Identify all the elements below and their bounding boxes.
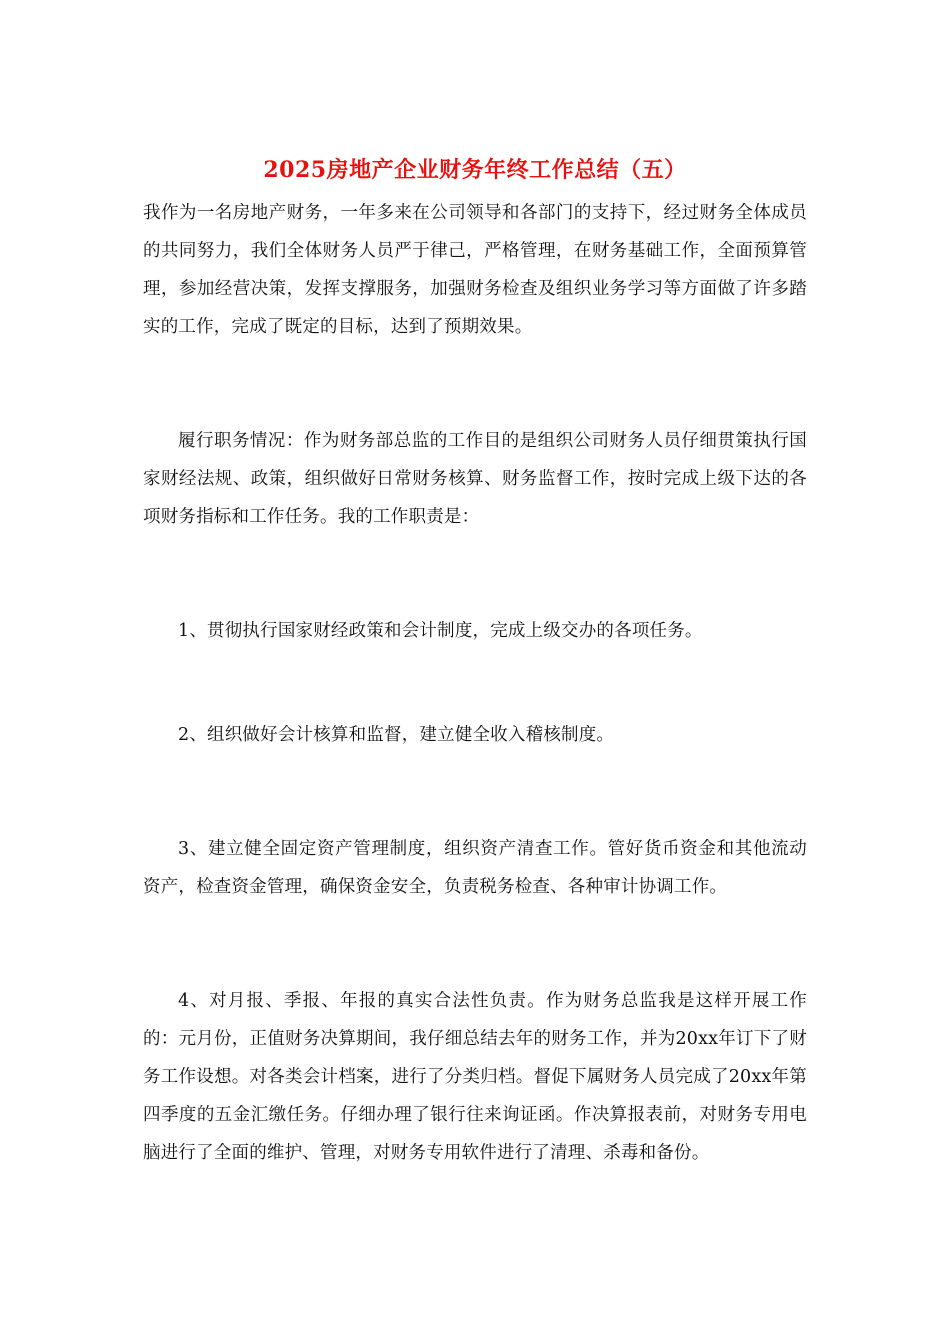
document-title: 2025房地产企业财务年终工作总结（五） bbox=[263, 157, 687, 183]
paragraph-spacer bbox=[143, 906, 807, 982]
paragraph-item-2: 2、组织做好会计核算和监督，建立健全收入稽核制度。 bbox=[178, 725, 615, 745]
paragraph-item-1: 1、贯彻执行国家财经政策和会计制度，完成上级交办的各项任务。 bbox=[178, 621, 703, 641]
paragraph-item-3: 3、建立健全固定资产管理制度，组织资产清查工作。管好货币资金和其他流动资产，检查资金管理，确保资金安全，负责税务检查、各种审计协调工作。 bbox=[143, 839, 807, 897]
paragraph-spacer bbox=[143, 536, 807, 612]
paragraph-intro: 我作为一名房地产财务，一年多来在公司领导和各部门的支持下，经过财务全体成员的共同努力，我们全体财务人员严于律己，严格管理，在财务基础工作，全面预算管理，参加经营决策，发挥支撑服务，加强财务检查及组织业务学习等方面做了许多踏实的工作，完成了既定的目标，达到了预期效果。 bbox=[143, 203, 807, 337]
paragraph-duties: 履行职务情况：作为财务部总监的工作目的是组织公司财务人员仔细贯策执行国家财经法规、政策，组织做好日常财务核算、财务监督工作，按时完成上级下达的各项财务指标和工作任务。我的工作职责是： bbox=[143, 431, 807, 527]
paragraph-spacer bbox=[143, 754, 807, 830]
paragraph-item-4: 4、对月报、季报、年报的真实合法性负责。作为财务总监我是这样开展工作的：元月份，正值财务决算期间，我仔细总结去年的财务工作，并为20xx年订下了财务工作设想。对各类会计档案，进行了分类归档。督促下属财务人员完成了20xx年第四季度的五金汇缴任务。仔细办理了银行往来询证函。作决算报表前，对财务专用电脑进行了全面的维护、管理，对财务专用软件进行了清理、杀毒和备份。 bbox=[143, 991, 807, 1163]
paragraph-spacer bbox=[143, 346, 807, 422]
paragraph-spacer bbox=[143, 650, 807, 716]
document-page bbox=[143, 150, 807, 1172]
